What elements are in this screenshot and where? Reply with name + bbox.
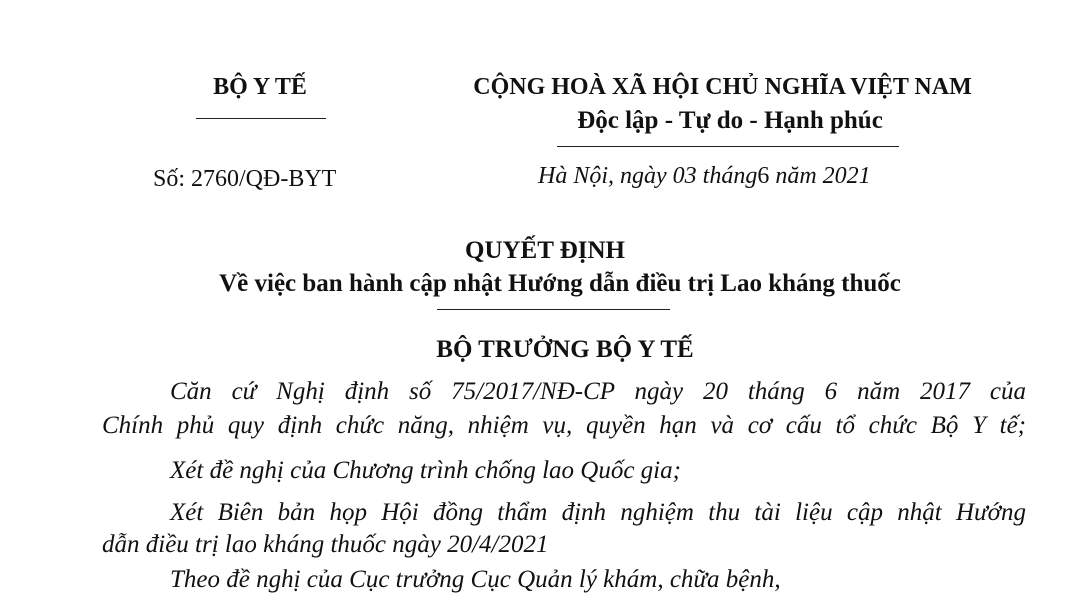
place-date-prefix: Hà Nội, ngày (538, 163, 667, 189)
proposal-paragraph: Xét đề nghị của Chương trình chống lao Quốc gia; (170, 457, 681, 484)
date-month: 6 (757, 163, 770, 189)
minutes-paragraph-line-1: Xét Biên bản họp Hội đồng thẩm định nghiệm thu tài liệu cập nhật Hướng (170, 499, 1026, 526)
motto-underline (557, 146, 899, 147)
agency-name: BỘ Y TẾ (213, 74, 307, 100)
basis-paragraph-line-1: Căn cứ Nghị định số 75/2017/NĐ-CP ngày 20 tháng 6 năm 2017 của (170, 378, 1026, 405)
decision-subject: Về việc ban hành cập nhật Hướng dẫn điều trị Lao kháng thuốc (219, 270, 901, 297)
authority-title: BỘ TRƯỞNG BỘ Y TẾ (436, 336, 694, 363)
minutes-paragraph-line-2: dẫn điều trị lao kháng thuốc ngày 20/4/2021 (102, 531, 549, 558)
date-day: 03 (672, 163, 697, 189)
national-motto: Độc lập - Tự do - Hạnh phúc (577, 107, 883, 134)
document-number: Số: 2760/QĐ-BYT (153, 166, 337, 192)
basis-paragraph-line-2: Chính phủ quy định chức năng, nhiệm vụ, quyền hạn và cơ cấu tổ chức Bộ Y tế; (102, 412, 1026, 439)
agency-underline (196, 118, 326, 119)
country-name: CỘNG HOÀ XÃ HỘI CHỦ NGHĨA VIỆT NAM (473, 74, 972, 100)
date-month-word: tháng (702, 163, 758, 189)
decision-heading: QUYẾT ĐỊNH (465, 237, 625, 264)
director-proposal-paragraph: Theo đề nghị của Cục trưởng Cục Quản lý khám, chữa bệnh, (170, 566, 781, 593)
subject-underline (437, 309, 670, 310)
place-date (538, 163, 871, 190)
date-year: năm 2021 (775, 163, 871, 189)
